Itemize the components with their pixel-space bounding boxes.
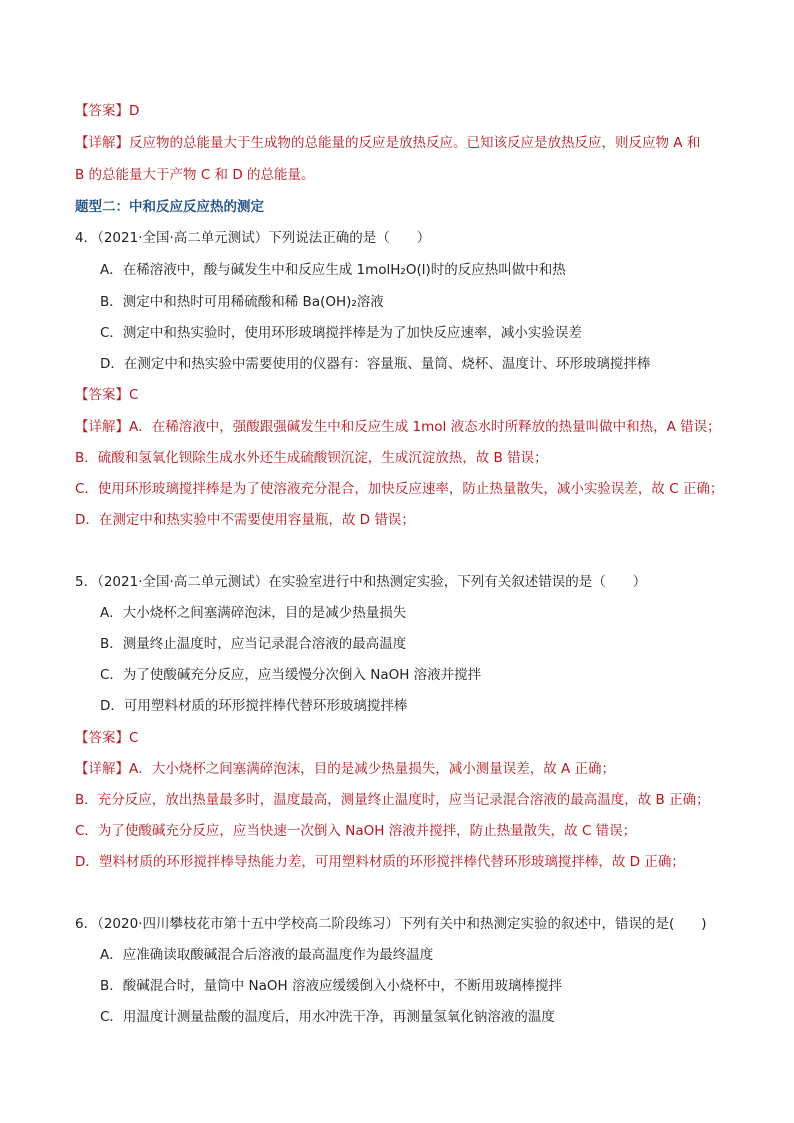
answer-5 [75,728,138,748]
detail-4-line2: B．硫酸和氢氧化钡除生成水外还生成硫酸钡沉淀，生成沉淀放热，故 B 错误； [75,450,548,466]
question-5-option-a: A．大小烧杯之间塞满碎泡沫，目的是减少热量损失 [100,605,407,621]
detail-3-line1 [75,133,700,153]
question-6-stem: 6．（2020·四川攀枝花市第十五中学校高二阶段练习）下列有关中和热测定实验的叙述中，错误的是( ) [75,916,707,932]
answer-text: C [129,730,139,746]
detail-3-line2: B 的总能量大于产物 C 和 D 的总能量。 [75,167,315,183]
question-6-option-c: C．用温度计测量盐酸的温度后，用水冲洗干净，再测量氢氧化钠溶液的温度 [100,1009,555,1025]
question-4-option-a: A．在稀溶液中，酸与碱发生中和反应生成 1molH₂O(l)时的反应热叫做中和热 [100,262,566,278]
detail-4-line1 [75,417,721,437]
detail-4-line3: C．使用环形玻璃搅拌棒是为了使溶液充分混合，加快反应速率，防止热量散失，减小实验误差，故 C 正确； [75,481,724,497]
question-5-stem: 5．（2021·全国·高二单元测试）在实验室进行中和热测定实验，下列有关叙述错误的是（ ） [75,574,647,590]
question-4-option-c: C．测定中和热实验时，使用环形玻璃搅拌棒是为了加快反应速率，减小实验误差 [100,325,582,341]
detail-5-line2: B．充分反应，放出热量最多时，温度最高，测量终止温度时，应当记录混合溶液的最高温度，故 B 正确； [75,792,710,808]
question-5-option-d: D．可用塑料材质的环形搅拌棒代替环形玻璃搅拌棒 [100,698,408,714]
answer-text: C [129,387,139,403]
section-title: 题型二：中和反应反应热的测定 [75,199,264,215]
answer-3 [75,101,139,121]
question-4-option-b: B．测定中和热时可用稀硫酸和稀 Ba(OH)₂溶液 [100,294,384,310]
detail-5-line3: C．为了使酸碱充分反应，应当快速一次倒入 NaOH 溶液并搅拌，防止热量散失，故 C 错误； [75,823,637,839]
answer-tag: 【答案】 [75,103,129,119]
detail-text: A．在稀溶液中，强酸跟强碱发生中和反应生成 1mol 液态水时所释放的热量叫做中和热，A 错误； [129,419,721,435]
detail-text: A．大小烧杯之间塞满碎泡沫，目的是减少热量损失，减小测量误差，故 A 正确； [129,761,616,777]
question-5-option-b: B．测量终止温度时，应当记录混合溶液的最高温度 [100,636,407,652]
answer-tag: 【答案】 [75,730,129,746]
question-4-option-d: D．在测定中和热实验中需要使用的仪器有：容量瓶、量筒、烧杯、温度计、环形玻璃搅拌棒 [100,356,651,372]
question-6-option-a: A．应准确读取酸碱混合后溶液的最高温度作为最终温度 [100,947,434,963]
detail-4-line4: D．在测定中和热实验中不需要使用容量瓶，故 D 错误； [75,512,415,528]
question-5-option-c: C．为了使酸碱充分反应，应当缓慢分次倒入 NaOH 溶液并搅拌 [100,667,482,683]
detail-text: 反应物的总能量大于生成物的总能量的反应是放热反应。已知该反应是放热反应，则反应物 A 和 [129,135,701,151]
answer-tag: 【答案】 [75,387,129,403]
detail-tag: 【详解】 [75,419,129,435]
answer-text: D [129,103,140,119]
detail-tag: 【详解】 [75,135,129,151]
question-4-stem: 4．（2021·全国·高二单元测试）下列说法正确的是（ ） [75,230,431,246]
detail-5-line1 [75,759,615,779]
question-6-option-b: B．酸碱混合时，量筒中 NaOH 溶液应缓缓倒入小烧杯中，不断用玻璃棒搅拌 [100,978,562,994]
detail-5-line4: D．塑料材质的环形搅拌棒导热能力差，可用塑料材质的环形搅拌棒代替环形玻璃搅拌棒，故 D 正确； [75,854,685,870]
detail-tag: 【详解】 [75,761,129,777]
answer-4 [75,385,138,405]
